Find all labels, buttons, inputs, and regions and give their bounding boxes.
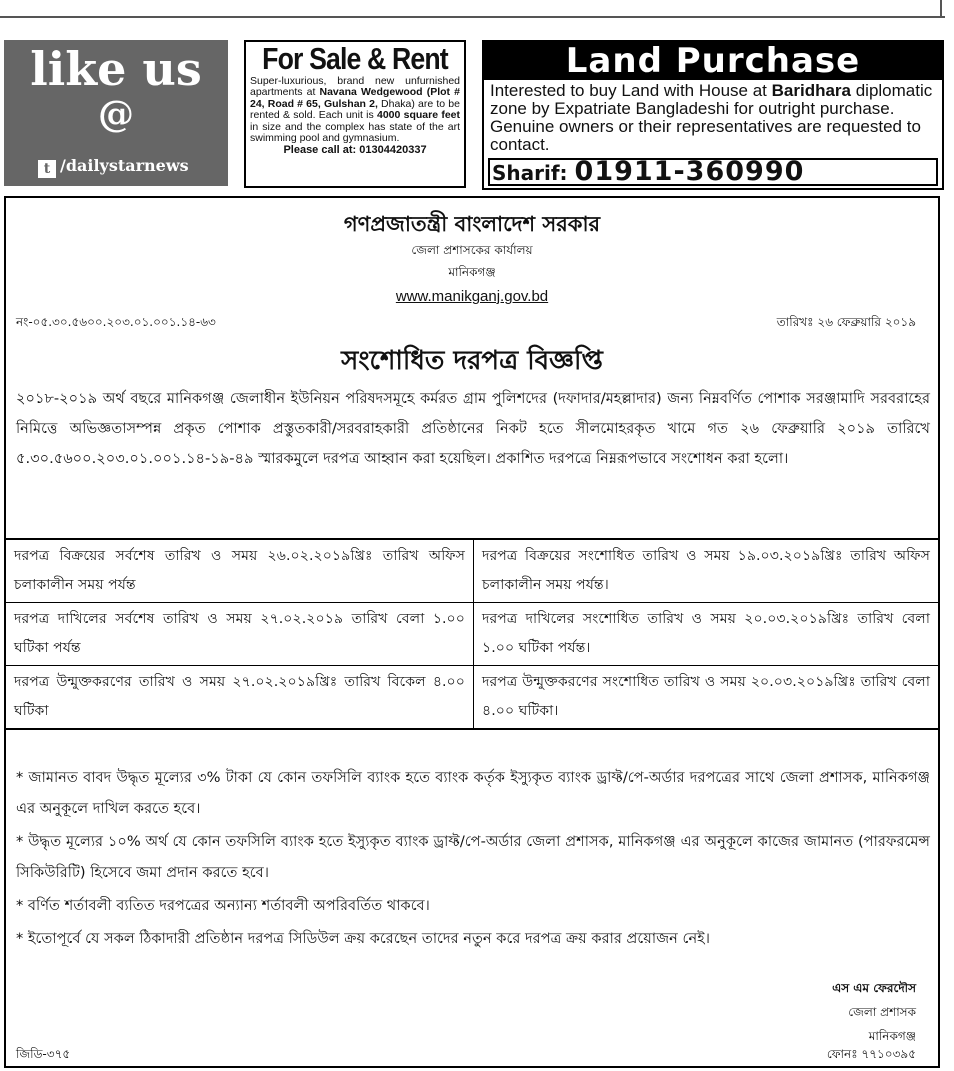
office-name: জেলা প্রশাসকের কার্যালয় (411, 243, 533, 257)
phone-number: ফোনঃ ৭৭১০৩৯৫ (826, 1047, 916, 1061)
notes-list (16, 762, 930, 956)
sale-rent-title: For Sale & Rent (262, 41, 448, 76)
memo-number: নং-০৫.৩০.৫৬০০.২০৩.০১.০০১.১৪-৬৩ (16, 315, 216, 329)
old-schedule-cell: দরপত্র উন্মুক্তকরণের তারিখ ও সময় ২৭.০২.২০১৯খ্রিঃ তারিখ বিকেল ৪.০০ ঘটিকা (6, 666, 474, 730)
sale-rent-call: Please call at: 01304420337 (283, 144, 427, 157)
amendment-table (6, 538, 938, 730)
land-purchase-ad[interactable] (482, 40, 944, 190)
new-schedule-cell: দরপত্র বিক্রয়ের সংশোধিত তারিখ ও সময় ১৯.০৩.২০১৯খ্রিঃ তারিখ অফিস চলাকালীন সময় পর্যন্ত। (474, 539, 939, 603)
gd-number: জিডি-৩৭৫ (16, 1047, 71, 1061)
website-link[interactable]: www.manikganj.gov.bd (395, 288, 549, 305)
handle-text: /dailystarnews (60, 156, 189, 175)
old-schedule-cell: দরপত্র বিক্রয়ের সর্বশেষ তারিখ ও সময় ২৬.০২.২০১৯খ্রিঃ তারিখ অফিস চলাকালীন সময় পর্যন্ত (6, 539, 474, 603)
twitter-handle (38, 156, 189, 178)
like-us-ad[interactable] (4, 40, 228, 186)
at-sign: @ (98, 93, 134, 135)
notice-title: সংশোধিত দরপত্র বিজ্ঞপ্তি (341, 346, 603, 376)
top-rule (0, 16, 945, 18)
note-item: * উদ্ধৃত মূল্যের ১০% অর্থ যে কোন তফসিলি ব্যাংক হতে ইস্যুকৃত ব্যাংক ড্রাফ্ট/পে-অর্ডার জেলা প্রশাসক, মানিকগঞ্জ এর অনুকূলে কাজের জামানত (পারফরমেন্স সিকিউরিটি) হিসেবে জমা প্রদান করতে হবে। (16, 833, 930, 881)
like-us-text: like us (30, 42, 202, 96)
government-heading: গণপ্রজাতন্ত্রী বাংলাদেশ সরকার (343, 212, 601, 236)
sale-rent-body: Super-luxurious, brand new unfurnished apartments at Navana Wedgewood (Plot # 24, Road # 65, Gulshan 2, Dhaka) are to be rented & sold. Each unit is 4000 square feet in size and the complex has state of the art swimming pool and gymnasium. (250, 75, 460, 145)
new-schedule-cell: দরপত্র দাখিলের সংশোধিত তারিখ ও সময় ২০.০৩.২০১৯খ্রিঃ তারিখ বেলা ১.০০ ঘটিকা পর্যন্ত। (474, 603, 939, 666)
sale-rent-ad[interactable] (244, 40, 466, 188)
land-purchase-contact: Sharif: 01911-360990 (488, 158, 938, 186)
tender-notice (4, 196, 940, 1068)
twitter-icon: t (38, 160, 56, 178)
top-rule-edge (940, 0, 942, 18)
note-item: * বর্ণিত শর্তাবলী ব্যতিত দরপত্রের অন্যান্য শর্তাবলী অপরিবর্তিত থাকবে। (16, 897, 430, 914)
old-schedule-cell: দরপত্র দাখিলের সর্বশেষ তারিখ ও সময় ২৭.০২.২০১৯ তারিখ বেলা ১.০০ ঘটিকা পর্যন্ত (6, 603, 474, 666)
land-purchase-body: Interested to buy Land with House at Baridhara diplomatic zone by Expatriate Bangladeshi for outright purchase. Genuine owners or their representatives are requested to contact. (490, 81, 933, 154)
table-row (6, 666, 938, 730)
signatory-name: এস এম ফেরদৌস (832, 981, 916, 995)
table-row (6, 603, 938, 666)
signatory-place: মানিকগঞ্জ (868, 1029, 916, 1043)
district-name: মানিকগঞ্জ (448, 265, 496, 279)
note-item: * ইতোপূর্বে যে সকল ঠিকাদারী প্রতিষ্ঠান দরপত্র সিডিউল ক্রয় করেছেন তাদের নতুন করে দরপত্র ক্রয় করার প্রয়োজন নেই। (16, 930, 710, 947)
notice-date: তারিখঃ ২৬ ফেব্রুয়ারি ২০১৯ (776, 315, 916, 329)
new-schedule-cell: দরপত্র উন্মুক্তকরণের সংশোধিত তারিখ ও সময় ২০.০৩.২০১৯খ্রিঃ তারিখ বেলা ৪.০০ ঘটিকা। (474, 666, 939, 730)
signature-block (832, 976, 916, 1048)
intro-paragraph: ২০১৮-২০১৯ অর্থ বছরে মানিকগঞ্জ জেলাধীন ইউনিয়ন পরিষদসমূহে কর্মরত গ্রাম পুলিশদের (দফাদার/মহল্লাদার) জন্য নিম্নবর্ণিত পোশাক সরঞ্জামাদি সরবরাহের নিমিত্তে অভিজ্ঞতাসম্পন্ন প্রকৃত পোশাক প্রস্তুতকারী/সরবরাহকারী প্রতিষ্ঠানের নিকট হতে সীলমোহরকৃত খামে গত ২৬ ফেব্রুয়ারি ২০১৯ তারিখে ৫.৩০.৫৬০০.২০৩.০১.০০১.১৪-১৯-৪৯ স্মারকমুলে দরপত্র আহ্বান করা হয়েছিল। প্রকাশিত দরপত্রে নিম্নরূপভাবে সংশোধন করা হলো। (16, 390, 930, 467)
table-row (6, 539, 938, 603)
note-item: * জামানত বাবদ উদ্ধৃত মূল্যের ৩% টাকা যে কোন তফসিলি ব্যাংক হতে ব্যাংক কর্তৃক ইস্যুকৃত ব্যাংক ড্রাফ্ট/পে-অর্ডার দরপত্রের সাথে জেলা প্রশাসক, মানিকগঞ্জ এর অনুকূলে দাখিল করতে হবে। (16, 769, 930, 817)
signatory-designation: জেলা প্রশাসক (848, 1005, 916, 1019)
land-purchase-title: Land Purchase (484, 42, 942, 80)
